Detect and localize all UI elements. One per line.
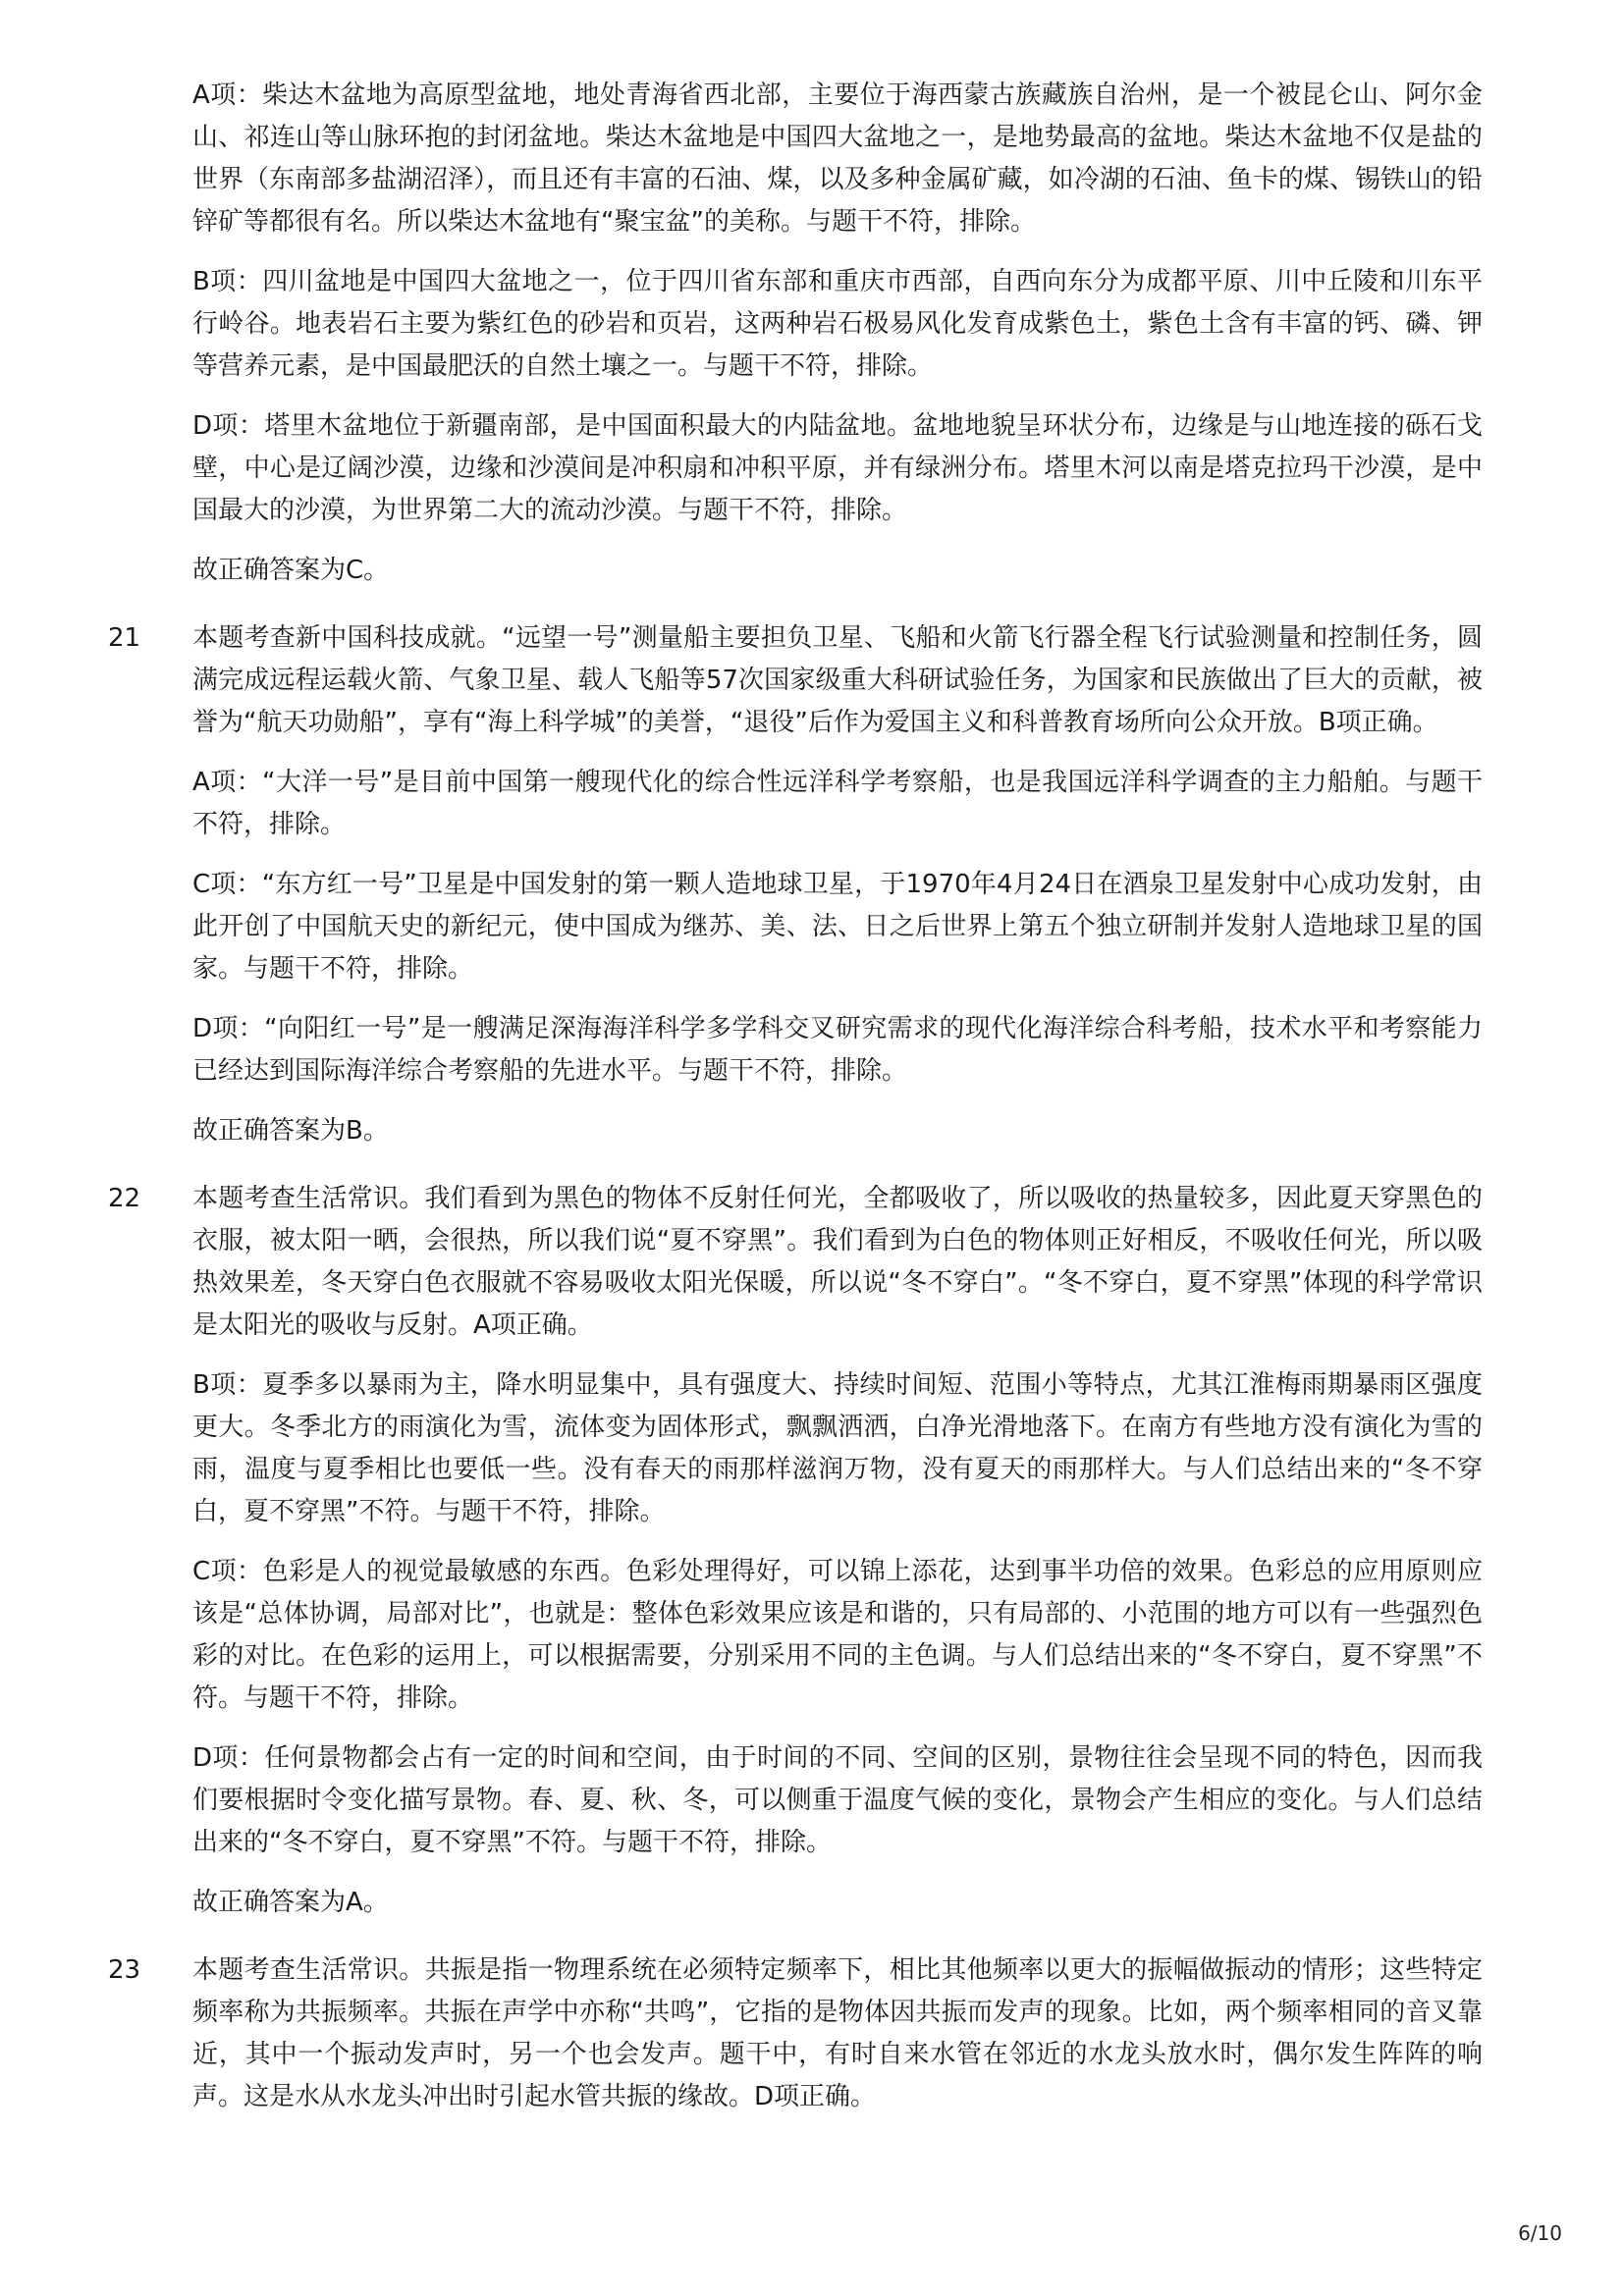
explanation-paragraph: A项：柴达木盆地为高原型盆地，地处青海省西北部，主要位于海西蒙古族藏族自治州，是一个被昆仑山、阿尔金山、祁连山等山脉环抱的封闭盆地。柴达木盆地是中国四大盆地之一，是地势最高的盆地。柴达木盆地不仅是盐的世界（东南部多盐湖沼泽），而且还有丰富的石油、煤，以及多种金属矿藏，如冷湖的石油、鱼卡的煤、锡铁山的铅锌矿等都很有名。所以柴达木盆地有“聚宝盆”的美称。与题干不符，排除。	[192, 80, 1483, 237]
answer-line: 故正确答案为A。	[192, 1888, 389, 1917]
explanation-paragraph: 本题考查新中国科技成就。“远望一号”测量船主要担负卫星、飞船和火箭飞行器全程飞行试验测量和控制任务，圆满完成远程运载火箭、气象卫星、载人飞船等57次国家级重大科研试验任务，为国家和民族做出了巨大的贡献，被誉为“航天功勋船”，享有“海上科学城”的美誉，“退役”后作为爱国主义和科普教育场所向公众开放。B项正确。	[192, 623, 1483, 737]
question-block-22	[108, 1178, 1483, 1924]
answer-line: 故正确答案为C。	[192, 556, 390, 585]
explanation-paragraph: 本题考查生活常识。共振是指一物理系统在必须特定频率下，相比其他频率以更大的振幅做振动的情形；这些特定频率称为共振频率。共振在声学中亦称“共鸣”，它指的是物体因共振而发声的现象。比如，两个频率相同的音叉靠近，其中一个振动发声时，另一个也会发声。题干中，有时自来水管在邻近的水龙头放水时，偶尔发生阵阵的响声。这是水从水龙头冲出时引起水管共振的缘故。D项正确。	[192, 1955, 1483, 2111]
explanation-paragraph: B项：夏季多以暴雨为主，降水明显集中，具有强度大、持续时间短、范围小等特点，尤其江淮梅雨期暴雨区强度更大。冬季北方的雨演化为雪，流体变为固体形式，飘飘洒洒，白净光滑地落下。在南方有些地方没有演化为雪的雨，温度与夏季相比也要低一些。没有春天的雨那样滋润万物，没有夏天的雨那样大。与人们总结出来的“冬不穿白，夏不穿黑”不符。与题干不符，排除。	[192, 1370, 1483, 1526]
explanation-paragraph: B项：四川盆地是中国四大盆地之一，位于四川省东部和重庆市西部，自西向东分为成都平原、川中丘陵和川东平行岭谷。地表岩石主要为紫红色的砂岩和页岩，这两种岩石极易风化发育成紫色土，紫色土含有丰富的钙、磷、钾等营养元素，是中国最肥沃的自然土壤之一。与题干不符，排除。	[192, 267, 1483, 381]
page-number: 6/10	[1518, 2221, 1562, 2245]
explanation-paragraph: A项：“大洋一号”是目前中国第一艘现代化的综合性远洋科学考察船，也是我国远洋科学调查的主力船舶。与题干不符，排除。	[192, 768, 1483, 839]
explanation-paragraph: C项：色彩是人的视觉最敏感的东西。色彩处理得好，可以锦上添花，达到事半功倍的效果。色彩总的应用原则应该是“总体协调，局部对比”，也就是：整体色彩效果应该是和谐的，只有局部的、小范围的地方可以有一些强烈色彩的对比。在色彩的运用上，可以根据需要，分别采用不同的主色调。与人们总结出来的“冬不穿白，夏不穿黑”不符。与题干不符，排除。	[192, 1557, 1483, 1713]
explanation-paragraph: D项：塔里木盆地位于新疆南部，是中国面积最大的内陆盆地。盆地地貌呈环状分布，边缘是与山地连接的砾石戈壁，中心是辽阔沙漠，边缘和沙漠间是冲积扇和冲积平原，并有绿洲分布。塔里木河以南是塔克拉玛干沙漠，是中国最大的沙漠，为世界第二大的流动沙漠。与题干不符，排除。	[192, 411, 1483, 525]
document-body	[108, 75, 1483, 2136]
answer-line: 故正确答案为B。	[192, 1116, 389, 1146]
explanation-paragraph: D项：“向阳红一号”是一艘满足深海海洋科学多学科交叉研究需求的现代化海洋综合科考船，技术水平和考察能力已经达到国际海洋综合考察船的先进水平。与题干不符，排除。	[192, 1014, 1483, 1086]
explanation-paragraph: D项：任何景物都会占有一定的时间和空间，由于时间的不同、空间的区别，景物往往会呈现不同的特色，因而我们要根据时令变化描写景物。春、夏、秋、冬，可以侧重于温度气候的变化，景物会产生相应的变化。与人们总结出来的“冬不穿白，夏不穿黑”不符。与题干不符，排除。	[192, 1743, 1483, 1857]
question-number: 23	[108, 1955, 141, 1985]
question-block-20-continued	[108, 75, 1483, 592]
question-block-23	[108, 1949, 1483, 2118]
question-number: 21	[108, 623, 141, 653]
question-block-21	[108, 617, 1483, 1152]
explanation-paragraph: C项：“东方红一号”卫星是中国发射的第一颗人造地球卫星，于1970年4月24日在酒泉卫星发射中心成功发射，由此开创了中国航天史的新纪元，使中国成为继苏、美、法、日之后世界上第五个独立研制并发射人造地球卫星的国家。与题干不符，排除。	[192, 870, 1483, 984]
question-number: 22	[108, 1184, 141, 1213]
explanation-paragraph: 本题考查生活常识。我们看到为黑色的物体不反射任何光，全都吸收了，所以吸收的热量较多，因此夏天穿黑色的衣服，被太阳一晒，会很热，所以我们说“夏不穿黑”。我们看到为白色的物体则正好相反，不吸收任何光，所以吸热效果差，冬天穿白色衣服就不容易吸收太阳光保暖，所以说“冬不穿白”。“冬不穿白，夏不穿黑”体现的科学常识是太阳光的吸收与反射。A项正确。	[192, 1184, 1483, 1340]
